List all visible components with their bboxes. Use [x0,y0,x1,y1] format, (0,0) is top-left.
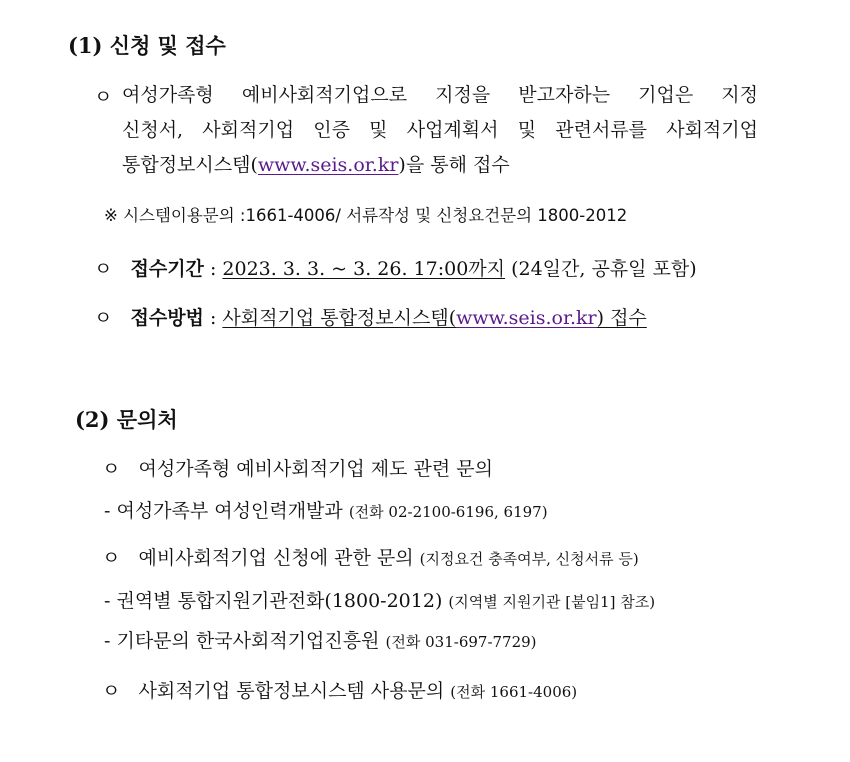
contact-item [102,454,493,481]
method-value: 사회적기업 통합정보시스템(www.seis.or.kr) 접수 [222,307,647,329]
bullet-marker: ㅇ [102,680,121,702]
application-text-line3: 통합정보시스템(www.seis.or.kr)을 통해 접수 [122,154,510,176]
contact-item [104,496,548,523]
contact-text: 권역별 통합지원기관전화(1800-2012) [116,590,443,612]
contact-text: 기타문의 한국사회적기업진흥원 [116,630,380,652]
application-period [94,254,697,281]
bullet-marker: ㅇ [94,258,113,280]
section-heading-contacts: (2) 문의처 [75,407,178,432]
bullet-marker: ㅇ [102,547,121,569]
seis-link[interactable]: www.seis.or.kr [257,154,399,176]
seis-link[interactable]: www.seis.or.kr [456,307,597,329]
section-heading-application: (1) 신청 및 접수 [68,33,226,58]
method-sep: : [209,307,217,329]
inquiry-note [104,202,627,226]
dash-marker: - [104,630,111,652]
contact-item [104,626,537,653]
bullet-marker: ㅇ [94,86,113,108]
bullet-marker: ㅇ [102,458,121,480]
period-sep: : [209,258,217,280]
contact-item [102,676,577,703]
period-extra: (24일간, 공휴일 포함) [511,258,697,280]
contact-text: 여성가족부 여성인력개발과 [116,500,343,522]
application-method [94,303,647,330]
dash-marker: - [104,500,111,522]
contact-item [104,586,655,613]
period-label: 접수기간 [130,258,204,280]
dash-marker: - [104,590,111,612]
contact-phone: (전화 1661-4006) [450,683,578,701]
contact-phone: (전화 031-697-7729) [385,633,537,651]
contact-text: 여성가족형 예비사회적기업 제도 관련 문의 [138,458,494,480]
contact-text: 예비사회적기업 신청에 관한 문의 [138,547,414,569]
contact-item [102,543,639,570]
contact-phone: (전화 02-2100-6196, 6197) [348,503,548,521]
bullet-marker: ㅇ [94,307,113,329]
application-text-line2: 신청서, 사회적기업 인증 및 사업계획서 및 관련서류를 사회적기업 [122,119,758,141]
method-label: 접수방법 [130,307,204,329]
contact-detail: (지정요건 충족여부, 신청서류 등) [419,550,639,568]
contact-detail: (지역별 지원기관 [붙임1] 참조) [448,593,656,611]
note-marker: ※ [104,206,118,225]
contact-text: 사회적기업 통합정보시스템 사용문의 [138,680,445,702]
period-value: 2023. 3. 3. ~ 3. 26. 17:00까지 [222,258,506,280]
application-text-line1: 여성가족형 예비사회적기업으로 지정을 받고자하는 기업은 지정 [122,84,758,106]
note-text: 시스템이용문의 :1661-4006/ 서류작성 및 신청요건문의 1800-2012 [123,206,628,225]
